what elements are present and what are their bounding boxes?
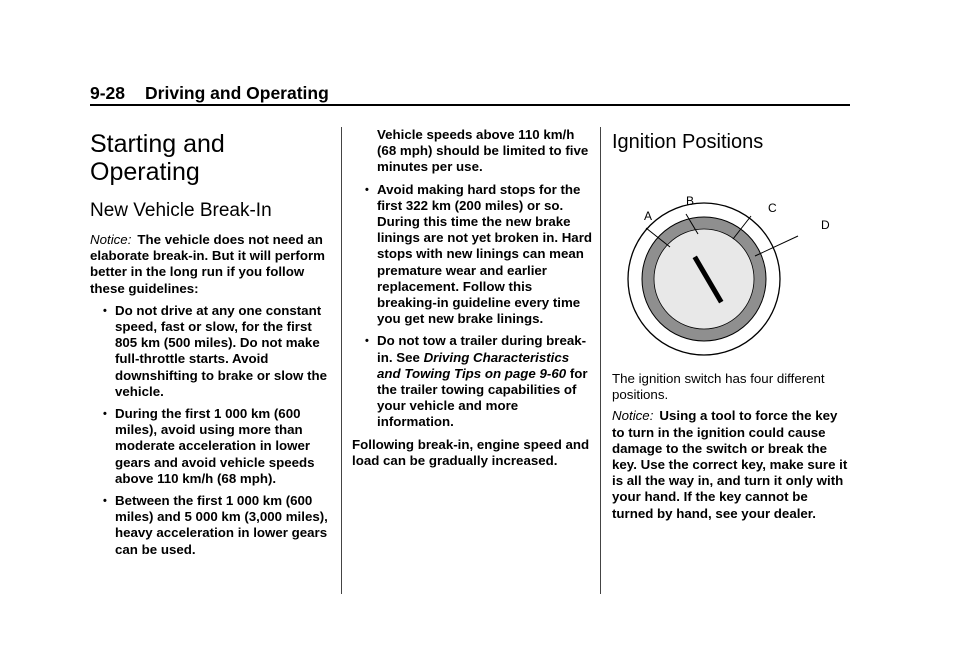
notice-text: The vehicle does not need an elaborate break-in. But it will perform better in the long run if you follow these guidelines: <box>90 232 325 296</box>
column-3 <box>612 127 852 522</box>
list-item-text: Do not drive at any one constant speed, fast or slow, for the first 805 km (500 miles). Do not make full-throttle starts. Avoid downshifting to brake or slow the vehicle. <box>115 302 328 399</box>
list-item-text: Avoid making hard stops for the first 322 km (200 miles) or so. During this time the new brake linings are not yet broken in. Hard stops with new linings can mean premature wear and earlier replacement. Follow this breaking-in guideline every time you get new brake linings. <box>377 181 593 327</box>
section-title: Driving and Operating <box>145 83 329 103</box>
ignition-heading: Ignition Positions <box>612 131 764 153</box>
guideline-list <box>90 303 334 558</box>
list-item-text: During the first 1 000 km (600 miles), avoid using more than moderate acceleration in lower gears and avoid vehicle speeds above 110 km/h (68 mph). <box>115 406 315 486</box>
cross-reference-link[interactable]: Driving Characteristics and Towing Tips on page 9-60 <box>377 349 570 381</box>
ignition-description: The ignition switch has four different positions. <box>612 371 825 403</box>
header-rule <box>90 104 850 106</box>
bullet-icon: • <box>103 495 107 508</box>
section-heading-line1: Starting and <box>90 130 225 158</box>
column-2 <box>352 127 592 469</box>
list-item-text: Between the first 1 000 km (600 miles) and 5 000 km (3,000 miles), heavy acceleration in lower gears can be used. <box>115 493 328 557</box>
position-label-a: A <box>644 209 653 223</box>
bullet-icon: • <box>365 183 369 196</box>
notice-paragraph <box>90 232 334 297</box>
list-item-text-post: for the trailer towing capabilities of your vehicle and more information. <box>377 365 588 430</box>
following-paragraph: Following break-in, engine speed and load can be gradually increased. <box>352 436 590 468</box>
bullet-icon: • <box>103 304 107 317</box>
position-label-d: D <box>821 218 830 232</box>
list-item <box>90 406 334 487</box>
notice-label: Notice: <box>612 408 654 424</box>
list-item <box>90 493 334 558</box>
notice-label: Notice: <box>90 232 132 247</box>
page-number: 9-28 <box>90 83 126 103</box>
list-item-text: Vehicle speeds above 110 km/h (68 mph) should be limited to five minutes per use. <box>377 127 589 175</box>
position-label-b: B <box>686 194 695 208</box>
ignition-switch-diagram <box>612 166 852 360</box>
subsection-heading: New Vehicle Break-In <box>90 200 272 221</box>
ignition-switch-icon <box>628 203 798 355</box>
column-1 <box>90 127 334 558</box>
section-heading-line2: Operating <box>90 158 200 186</box>
position-label-c: C <box>768 201 777 215</box>
list-item-continued <box>352 127 592 176</box>
section-heading <box>90 130 334 186</box>
notice-text: Using a tool to force the key to turn in the ignition could cause damage to the switch or break the key. Use the correct key, make sure it is all the way in, and turn it only with your hand. If the key cannot be turned by hand, see your dealer. <box>612 408 848 521</box>
list-item <box>90 303 334 400</box>
list-item <box>352 182 592 328</box>
list-item <box>352 333 592 430</box>
ignition-notice <box>612 408 852 521</box>
column-divider-1 <box>341 127 342 594</box>
page-header <box>90 82 329 104</box>
list-item-text-pre: Do not tow a trailer during break-in. See <box>377 333 587 365</box>
bullet-icon: • <box>103 408 107 421</box>
bullet-icon: • <box>365 335 369 348</box>
guideline-list-continued <box>352 127 592 431</box>
column-divider-2 <box>600 127 601 594</box>
